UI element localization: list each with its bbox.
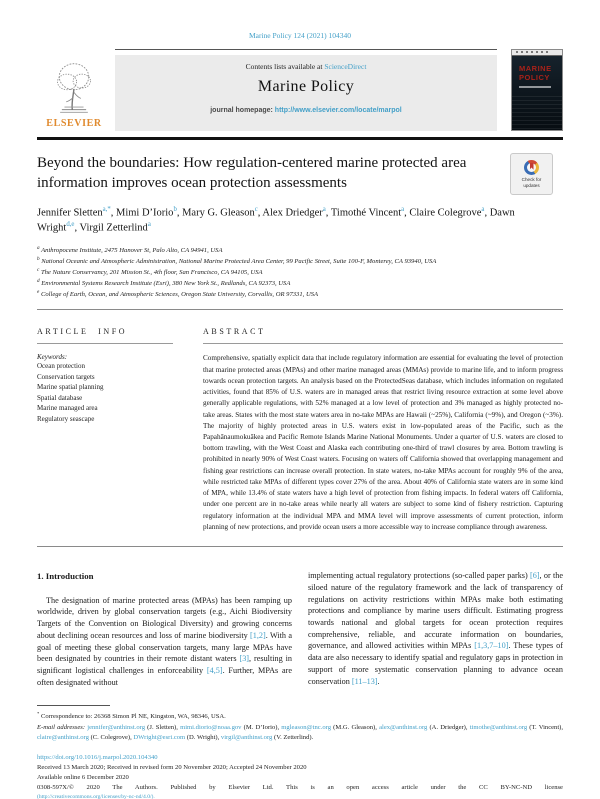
author-name: Alex Driedger xyxy=(262,207,323,219)
inline-link[interactable]: [1,2] xyxy=(250,630,266,640)
received-dates-line: Received 13 March 2020; Received in revised form 20 November 2020; Accepted 24 November 2020 xyxy=(37,764,307,772)
text-segment: Correspondence to: 26368 Simon Pl NE, Kingston, WA, 98346, USA. xyxy=(39,713,226,721)
keyword-item: Ocean protection xyxy=(37,362,86,371)
affiliation-line: $^a$ Anthropocene Institute, 2475 Hanover St, Palo Alto, CA 94941, USA xyxy=(37,244,223,255)
intro-paragraph-left xyxy=(37,595,292,689)
correspondence-note xyxy=(37,710,563,722)
affiliation-sup: d xyxy=(37,278,40,285)
inline-link[interactable]: [4,5] xyxy=(206,665,223,675)
keyword-item: Marine managed area xyxy=(37,404,98,413)
text-segment: (M. D’Iorio), xyxy=(241,723,282,731)
abstract-column xyxy=(203,327,563,533)
abstract-heading-rule xyxy=(203,343,563,344)
available-online-line: Available online 6 December 2020 xyxy=(37,774,129,782)
banner-top-rule xyxy=(115,49,497,50)
author-affiliation-sup: b xyxy=(173,205,177,213)
author-affiliation-sup: a,* xyxy=(102,205,111,213)
publication-info-block xyxy=(37,753,563,799)
info-top-rule xyxy=(37,309,563,310)
inline-link[interactable]: [6] xyxy=(530,571,540,581)
elsevier-tree-icon xyxy=(48,59,100,117)
cover-title-line2: POLICY xyxy=(519,73,550,83)
text-segment: (D. Wright), xyxy=(185,734,221,742)
article-info-heading: ARTICLE INFO xyxy=(37,327,128,337)
intro-paragraph-right xyxy=(308,570,563,687)
affiliation-line: $^b$ National Oceanic and Atmospheric Administration, National Marine Protected Area Center, 99 Pacific Street, Suite 100-F, Monterey, CA 93940, USA xyxy=(37,256,437,266)
text-segment: (A. Driedger), xyxy=(427,723,470,731)
author-affiliation-sup: a xyxy=(481,205,485,213)
affiliation-line: $^c$ The Nature Conservancy, 201 Mission St., 4th floor, San Francisco, CA 94105, USA xyxy=(37,267,263,277)
inline-link[interactable]: virgil@anthinst.org xyxy=(220,734,273,742)
contents-prefix: Contents lists available at xyxy=(245,62,325,71)
inline-link[interactable]: [11–13] xyxy=(351,676,378,686)
inline-link[interactable]: mgleason@tnc.org xyxy=(281,723,331,731)
license-url-link[interactable]: (http://creativecommons.org/licenses/by-nc-nd/4.0/). xyxy=(37,793,155,799)
journal-banner xyxy=(115,49,497,131)
author-name: Timothé Vincent xyxy=(330,207,402,219)
sciencedirect-link[interactable]: ScienceDirect xyxy=(324,62,367,71)
author-name: Dawn Wright xyxy=(37,207,515,234)
body-right-column xyxy=(308,570,563,688)
cover-title-line1: MARINE xyxy=(519,64,552,73)
author-affiliation-sup: c xyxy=(254,205,258,213)
section-heading-introduction: 1. Introduction xyxy=(37,571,94,582)
inline-link[interactable]: alex@anthinst.org xyxy=(379,723,428,731)
contents-line xyxy=(119,62,493,71)
journal-header xyxy=(37,49,563,131)
doi-link[interactable]: https://doi.org/10.1016/j.marpol.2020.104340 xyxy=(37,754,158,762)
keyword-item: Conservation targets xyxy=(37,372,95,381)
header-divider-rule xyxy=(37,137,563,140)
journal-title: Marine Policy xyxy=(257,78,355,95)
cover-ocean-image xyxy=(512,96,562,130)
text-segment: , or the siloed nature of the regulatory framework and the lack of transparency of regulations on activity restrictions within MPAs make both estimating protections and compliance by marine users difficult. Estimating progress towards national and global targets for ocean protection requires comprehensive, reliable, and accurate information on boundaries, governance, and allowed activities within MPAs xyxy=(308,571,563,651)
journal-cover-thumbnail[interactable] xyxy=(511,49,563,131)
text-segment: . xyxy=(377,676,380,686)
article-info-heading-rule xyxy=(37,343,173,344)
text-segment: * xyxy=(37,711,40,717)
author-affiliation-sup: a xyxy=(401,205,405,213)
cover-top-bar xyxy=(512,50,562,56)
email-addresses-note xyxy=(37,723,563,743)
abstract-text: Comprehensive, spatially explicit data that include regulatory information are essential for evaluating the level of protection that marine protected areas (MPAs) and other marine managed areas (MMAs) provide to marine life, and to inform progress towards ocean protection targets. An analysis based on the ProtectedSeas database, which includes information on regulated activities, found that 85% of U.S. waters are in managed areas that restrict living resource extraction at some level above generally applicable regulations, with 52% managed at a low level of protection and 3% managed as highly protected no-take areas. States with the most state waters area in no-take MPAs are Hawaii (~25%), California (~9%), and Oregon (~3%). The majority of highly protected areas in U.S. waters exist in low-populated areas of the Pacific, such as the Papahānaumokuākea and Pacific Remote Islands Marine National Monuments. Under a quarter of U.S. waters are closed to bottom trawling, with the West Coast and Alaska each contributing one-third of trawl closures by area. Bottom trawling is prohibited in nearly 90% of West Coast waters. Focusing on waters off California showed that overlapping management and fishing gear restrictions can increase overall protection. In state waters, no-take MPAs account for roughly 9% of the area, while restricted take MPAs of different types cover 27% of the area. About 40% of California state waters are in some kind of MPA, while 13.4% of state waters have a high level of protection from fishing impacts. In federal waters off California, under one percent are in no-take areas while nearly all waters are subject to some kind of fishery restriction. Capturing regulatory information at the individual MPA and MMA level will improve assessments of current protection, inform planning of new protections, and provide ocean users a more accessible way to increase compliance through awareness. xyxy=(203,354,563,531)
affiliation-sup: b xyxy=(37,256,40,263)
text-segment: . With a goal of meeting these global conservation targets, many large MPAs have been designated by countries in their remote distant waters xyxy=(37,630,293,664)
keywords-list xyxy=(37,361,173,424)
affiliation-line: $^e$ College of Earth, Ocean, and Atmospheric Sciences, Oregon State University, Corvallis, OR 97331, USA xyxy=(37,289,319,299)
body-left-column xyxy=(37,570,292,688)
body-text-section xyxy=(37,570,563,688)
inline-link[interactable]: [1,3,7–10] xyxy=(474,641,509,651)
abstract-bottom-rule xyxy=(37,546,563,547)
author-affiliation-sup: d,e xyxy=(66,221,75,229)
author-name: Mary G. Gleason xyxy=(182,207,255,219)
text-segment: , resulting in significant logistical challenges in enforceability xyxy=(37,654,292,675)
copyright-license-line: 0308-597X/© 2020 The Authors. Published by Elsevier Ltd. This is an open access article under the CC BY-NC-ND license xyxy=(37,783,563,791)
text-segment: The designation of marine protected areas (MPAs) has been ramping up worldwide, driven by global conservation targets (e.g., Aichi Biodiversity Targets of the Convention on Biological Diversity) and growing concerns about declining ocean resources and loss of marine biodiversity xyxy=(37,595,292,640)
keywords-label: Keywords: xyxy=(37,353,68,362)
footnote-separator-rule xyxy=(37,705,110,706)
author-affiliation-sup: a xyxy=(147,221,151,229)
text-segment: implementing actual regulatory protections (so-called paper parks) xyxy=(308,571,530,581)
author-list: Jennifer Sletten$^{a,*}$, Mimi D’Iorio$^b$, Mary G. Gleason$^c$, Alex Driedger$^a$, Timothé Vincent$^a$, Claire Colegrove$^a$, Dawn Wright$^{d,e}$, Virgil Zetterlind$^a$ xyxy=(37,205,515,234)
cover-title xyxy=(519,64,562,83)
article-title: Beyond the boundaries: How regulation-centered marine protected area information improves ocean protection assessments xyxy=(37,155,467,191)
article-content xyxy=(37,154,563,799)
text-segment: (M.G. Gleason), xyxy=(331,723,380,731)
badge-line2: updates xyxy=(523,182,540,188)
inline-link[interactable]: jennifer@anthinst.org xyxy=(87,723,146,731)
inline-link[interactable]: mimi.diorio@noaa.gov xyxy=(180,723,242,731)
journal-citation-line: Marine Policy 124 (2021) 104340 xyxy=(248,31,352,40)
affiliation-sup: c xyxy=(37,267,40,274)
keyword-item: Spatial database xyxy=(37,393,83,402)
elsevier-logo-text: ELSEVIER xyxy=(46,118,102,129)
text-segment: . These types of data are also necessary to identify spatial and regulatory gaps in protection in support of more systematic conservation planning to advance ocean conservation xyxy=(308,641,563,686)
bookmark-icon xyxy=(530,163,534,170)
author-name: Virgil Zetterlind xyxy=(79,222,148,234)
homepage-line xyxy=(119,107,493,114)
affiliation-sup: e xyxy=(37,289,40,296)
author-name: Mimi D’Iorio xyxy=(115,207,174,219)
text-segment: (T. Vincent), xyxy=(527,723,564,731)
affiliation-list xyxy=(37,245,563,300)
footnote-block xyxy=(37,705,563,743)
affiliation-line: $^d$ Environmental Systems Research Institute (Esri), 380 New York St., Redlands, CA 92373, USA xyxy=(37,278,291,288)
text-segment: (J. Sletten), xyxy=(145,723,181,731)
banner-gray-box xyxy=(115,55,497,131)
journal-homepage-link[interactable]: http://www.elsevier.com/locate/marpol xyxy=(274,107,402,114)
keyword-item: Marine spatial planning xyxy=(37,383,104,392)
inline-link[interactable]: [3] xyxy=(239,654,250,664)
crossmark-icon xyxy=(524,160,539,175)
abstract-heading: ABSTRACT xyxy=(203,327,266,337)
check-for-updates-badge[interactable] xyxy=(510,153,553,195)
badge-line1: Check for xyxy=(521,176,542,182)
inline-link[interactable]: timothe@anthinst.org xyxy=(469,723,528,731)
keyword-item: Regulatory seascape xyxy=(37,414,95,423)
text-segment: . Further, MPAs are often designated without xyxy=(37,665,292,687)
article-info-column xyxy=(37,327,173,533)
affiliation-sup: a xyxy=(37,244,40,251)
info-abstract-section xyxy=(37,327,563,533)
elsevier-logo xyxy=(37,49,111,131)
check-for-updates-label xyxy=(522,177,542,188)
cover-subtitle-text xyxy=(519,86,551,88)
text-segment: (C. Colegrove), xyxy=(88,734,134,742)
author-affiliation-sup: a xyxy=(322,205,326,213)
text-segment: E-mail addresses: xyxy=(37,723,88,731)
inline-link[interactable]: DWright@esri.com xyxy=(133,734,186,742)
author-name: Jennifer Sletten xyxy=(37,207,103,219)
inline-link[interactable]: claire@anthinst.org xyxy=(37,734,89,742)
text-segment: (V. Zetterlind). xyxy=(272,734,314,742)
homepage-prefix: journal homepage: xyxy=(210,107,275,114)
author-name: Claire Colegrove xyxy=(409,207,482,219)
